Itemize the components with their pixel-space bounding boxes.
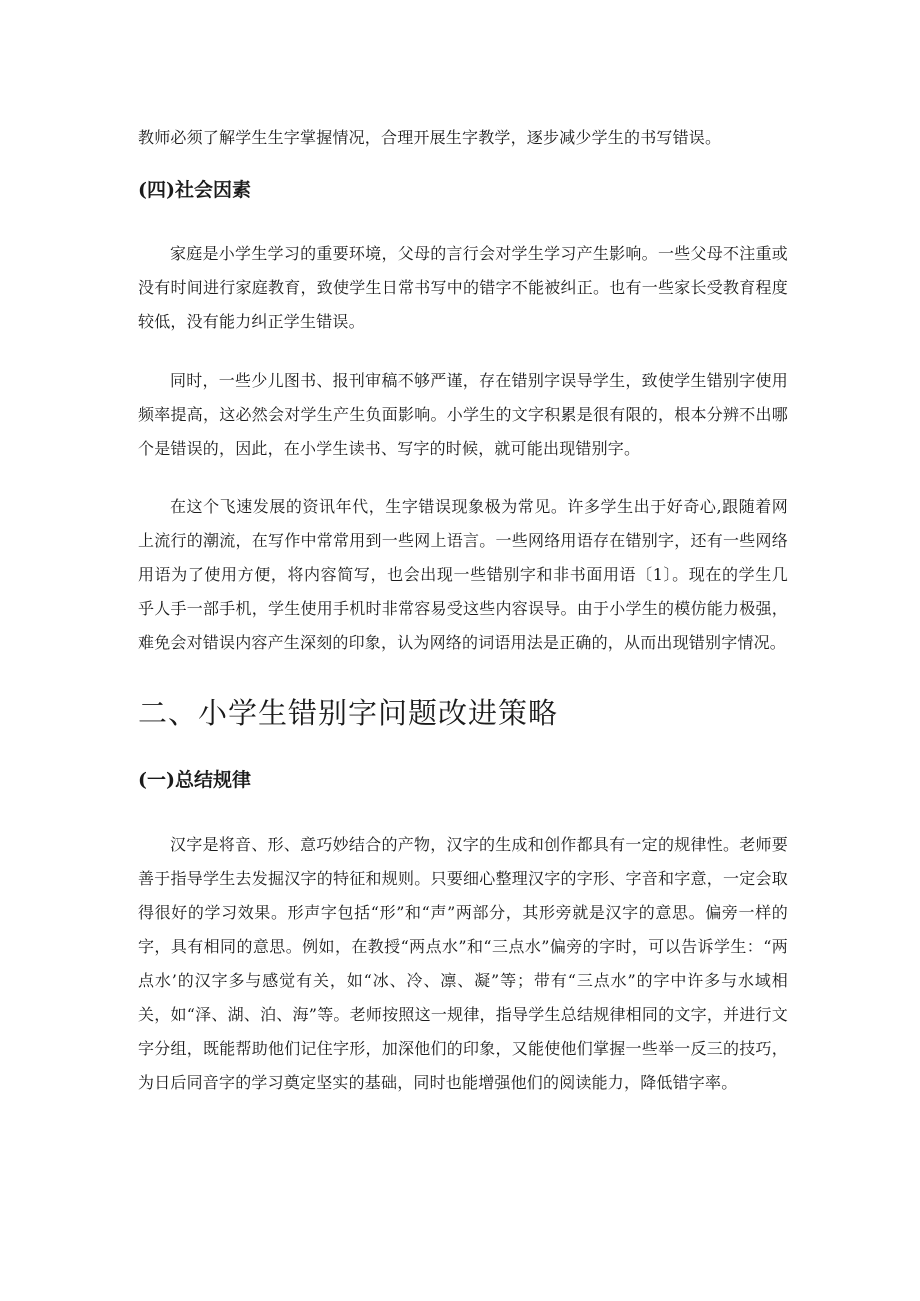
paragraph-family: 家庭是小学生学习的重要环境，父母的言行会对学生学习产生影响。一些父母不注重或没有时间进行家庭教育，致使学生日常书写中的错字不能被纠正。也有一些家长受教育程度较低，没有能力纠正学生错误。 bbox=[138, 244, 788, 331]
subheading-summarize-rules: (一)总结规律 bbox=[138, 769, 251, 791]
heading-improvement-strategy: 二、小学生错别字问题改进策略 bbox=[138, 696, 559, 730]
paragraph-rules: 汉字是将音、形、意巧妙结合的产物，汉字的生成和创作都具有一定的规律性。老师要善于指导学生去发掘汉字的特征和规则。只要细心整理汉字的字形、字音和字意，一定会取得很好的学习效果。形声字包括“形”和“声”两部分，其形旁就是汉字的意思。偏旁一样的字，具有相同的意思。例如，在教授“两点水”和“三点水”偏旁的字时，可以告诉学生：“两点水’的汉字多与感觉有关，如“冰、冷、凛、凝”等；带有“三点水”的字中许多与水域相关，如“泽、湖、泊、海”等。老师按照这一规律，指导学生总结规律相同的文字，并进行文字分组，既能帮助他们记住字形，加深他们的印象，又能使他们掌握一些举一反三的技巧，为日后同音字的学习奠定坚实的基础，同时也能增强他们的阅读能力，降低错字率。 bbox=[138, 835, 788, 1092]
paragraph-internet: 在这个飞速发展的资讯年代，生字错误现象极为常见。许多学生出于好奇心,跟随着网上流行的潮流，在写作中常常用到一些网上语言。一些网络用语存在错别字，还有一些网络用语为了使用方便，将内容简写，也会出现一些错别字和非书面用语〔1〕。现在的学生几乎人手一部手机，学生使用手机时非常容易受这些内容误导。由于小学生的模仿能力极强，难免会对错误内容产生深刻的印象，认为网络的词语用法是正确的，从而出现错别字情况。 bbox=[138, 497, 788, 652]
paragraph-books: 同时，一些少儿图书、报刊审稿不够严谨，存在错别字误导学生，致使学生错别字使用频率提高，这必然会对学生产生负面影响。小学生的文字积累是很有限的，根本分辨不出哪个是错误的，因此，在小学生读书、写字的时候，就可能出现错别字。 bbox=[138, 371, 788, 458]
paragraph-intro: 教师必须了解学生生字掌握情况，合理开展生字教学，逐步减少学生的书写错误。 bbox=[138, 128, 722, 147]
subheading-social-factors: (四)社会因素 bbox=[138, 179, 251, 201]
